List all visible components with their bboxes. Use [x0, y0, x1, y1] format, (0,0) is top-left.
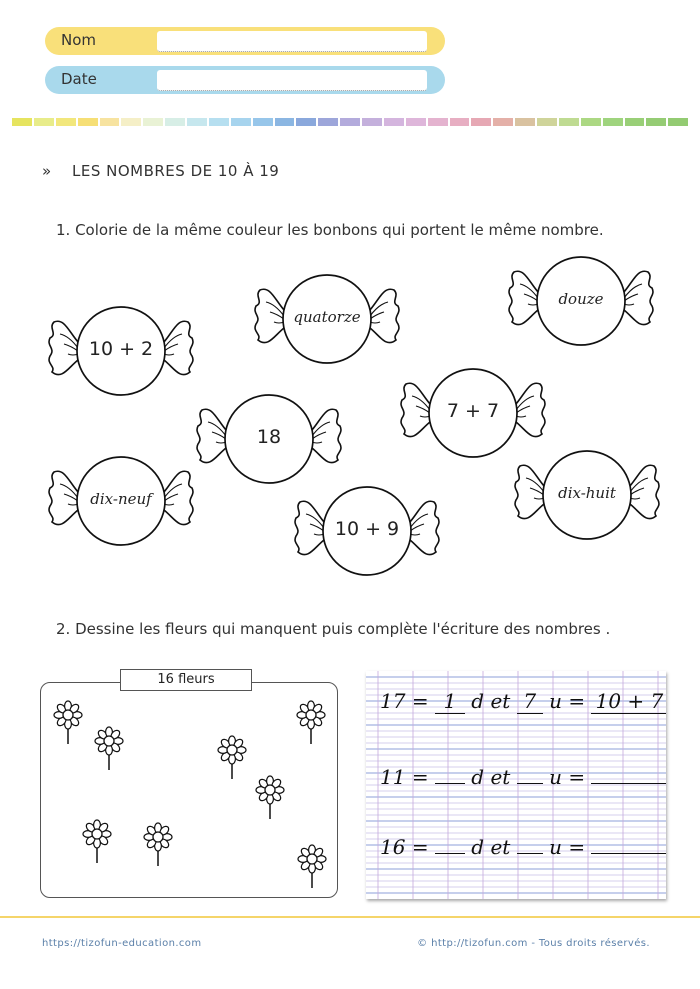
flower-count-label: 16 fleurs: [120, 669, 252, 691]
eq-equals: =: [411, 689, 429, 713]
name-field[interactable]: [45, 27, 445, 55]
equation-row: [380, 689, 666, 714]
eq-equals: =: [411, 835, 429, 859]
color-bar-segment: [275, 118, 295, 126]
candy[interactable]: [294, 484, 440, 576]
exercise-2-instruction: 2. Dessine les fleurs qui manquent puis complète l'écriture des nombres .: [56, 620, 611, 638]
color-bar-segment: [78, 118, 98, 126]
units-blank[interactable]: [517, 853, 543, 854]
eq-equals: =: [568, 689, 586, 713]
color-bar-segment: [121, 118, 141, 126]
candy-label: 10 + 9: [334, 518, 400, 540]
color-bar-segment: [625, 118, 645, 126]
eq-et: et: [490, 689, 511, 713]
date-write-line[interactable]: [157, 70, 427, 91]
color-bar-segment: [428, 118, 448, 126]
candy-label: 18: [256, 426, 282, 448]
color-bar-segment: [668, 118, 688, 126]
eq-number: 17: [380, 689, 406, 713]
eq-et: et: [490, 765, 511, 789]
eq-d: d: [471, 835, 485, 859]
sum-blank[interactable]: [591, 783, 666, 784]
color-bar-segment: [340, 118, 360, 126]
candy-label: 10 + 2: [88, 338, 154, 360]
candy[interactable]: [196, 392, 342, 484]
color-bar-segment: [56, 118, 76, 126]
color-bar-segment: [296, 118, 316, 126]
candy[interactable]: [48, 454, 194, 546]
color-bar-segment: [165, 118, 185, 126]
section-heading: [42, 162, 279, 180]
candy-label: douze: [558, 290, 604, 308]
equation-row: [380, 765, 666, 789]
color-bar-segment: [515, 118, 535, 126]
color-bar-segment: [471, 118, 491, 126]
eq-number: 16: [380, 835, 406, 859]
eq-u: u: [549, 835, 562, 859]
flower-icon: [252, 773, 288, 823]
candy[interactable]: [508, 254, 654, 346]
color-bar-segment: [493, 118, 513, 126]
color-bar-segment: [581, 118, 601, 126]
color-bar-segment: [406, 118, 426, 126]
candy-label: dix-huit: [558, 484, 616, 502]
flower-icon: [91, 724, 127, 774]
color-bar-segment: [34, 118, 54, 126]
color-bar-segment: [559, 118, 579, 126]
color-bar-segment: [231, 118, 251, 126]
eq-d: d: [471, 689, 485, 713]
decorative-color-bar: [12, 118, 688, 126]
date-label: Date: [61, 70, 97, 88]
color-bar-segment: [450, 118, 470, 126]
candy[interactable]: [514, 448, 660, 540]
exercise-1-instruction: 1. Colorie de la même couleur les bonbons qui portent le même nombre.: [56, 221, 604, 239]
color-bar-segment: [384, 118, 404, 126]
eq-d: d: [471, 765, 485, 789]
tens-blank[interactable]: 1: [435, 689, 465, 714]
color-bar-segment: [646, 118, 666, 126]
candy-label: dix-neuf: [90, 490, 152, 508]
candy-label: 7 + 7: [446, 400, 500, 422]
lined-writing-paper: [366, 671, 666, 899]
eq-u: u: [549, 765, 562, 789]
candy[interactable]: [254, 272, 400, 364]
name-label: Nom: [61, 31, 97, 49]
color-bar-segment: [209, 118, 229, 126]
flower-icon: [294, 842, 330, 892]
color-bar-segment: [603, 118, 623, 126]
eq-equals: =: [568, 765, 586, 789]
flower-icon: [50, 698, 86, 748]
flower-icon: [79, 817, 115, 867]
tens-blank[interactable]: [435, 783, 465, 784]
footer-divider: [0, 916, 700, 918]
sum-blank[interactable]: [591, 853, 666, 854]
section-title: LES NOMBRES DE 10 À 19: [72, 162, 280, 180]
date-field[interactable]: [45, 66, 445, 94]
candy-label: quatorze: [293, 308, 361, 326]
equation-row: [380, 835, 666, 859]
color-bar-segment: [362, 118, 382, 126]
units-blank[interactable]: [517, 783, 543, 784]
double-chevron-icon: »: [42, 162, 52, 180]
color-bar-segment: [187, 118, 207, 126]
eq-et: et: [490, 835, 511, 859]
sum-blank[interactable]: 10 + 7: [591, 689, 666, 714]
color-bar-segment: [12, 118, 32, 126]
eq-u: u: [549, 689, 562, 713]
flower-icon: [293, 698, 329, 748]
name-write-line[interactable]: [157, 31, 427, 52]
color-bar-segment: [537, 118, 557, 126]
footer-site-link[interactable]: https://tizofun-education.com: [42, 938, 202, 949]
candy[interactable]: [48, 304, 194, 396]
color-bar-segment: [100, 118, 120, 126]
color-bar-segment: [143, 118, 163, 126]
eq-equals: =: [568, 835, 586, 859]
color-bar-segment: [253, 118, 273, 126]
candy[interactable]: [400, 366, 546, 458]
units-blank[interactable]: 7: [517, 689, 543, 714]
eq-equals: =: [411, 765, 429, 789]
eq-number: 11: [380, 765, 406, 789]
tens-blank[interactable]: [435, 853, 465, 854]
color-bar-segment: [318, 118, 338, 126]
flower-icon: [214, 733, 250, 783]
footer-copyright: © http://tizofun.com - Tous droits réservés.: [417, 938, 650, 949]
flower-icon: [140, 820, 176, 870]
